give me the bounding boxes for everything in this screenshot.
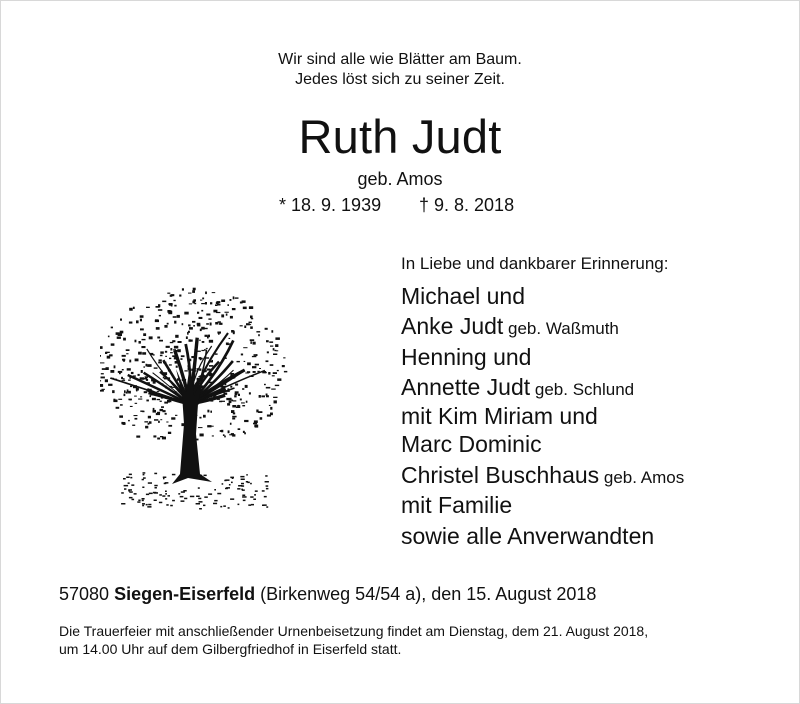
place-date [59, 584, 596, 605]
poem-line-1: Wir sind alle wie Blätter am Baum. [278, 51, 522, 68]
mourner-maiden-name: geb. Amos [599, 468, 685, 487]
city-name: Siegen-Eiserfeld [114, 584, 256, 604]
mourner-line [401, 343, 531, 371]
birth-date: * 18. 9. 1939 [279, 195, 382, 215]
mourner-name: mit Kim Miriam und [401, 403, 598, 429]
mourner-maiden-name: geb. Waßmuth [503, 319, 619, 338]
mourners-intro: In Liebe und dankbarer Erinnerung: [401, 254, 669, 273]
tree-icon [100, 274, 300, 524]
mourner-line [401, 522, 654, 550]
mourner-name: mit Familie [401, 492, 513, 518]
mourner-line [401, 312, 619, 343]
mourner-name: Christel Buschhaus [401, 462, 600, 488]
mourner-name: Michael und [401, 283, 526, 309]
death-date: † 9. 8. 2018 [419, 195, 515, 215]
mourner-name: Anke Judt [401, 313, 504, 339]
deceased-name: Ruth Judt [298, 110, 502, 163]
mourner-name: Henning und [401, 344, 532, 370]
mourner-line [401, 491, 512, 519]
mourner-line [401, 373, 634, 404]
maiden-name: geb. Amos [357, 169, 443, 189]
funeral-note-line-2: um 14.00 Uhr auf dem Gilbergfriedhof in Eiserfeld statt. [59, 641, 402, 657]
poem-line-2: Jedes löst sich zu seiner Zeit. [295, 71, 505, 88]
mourner-line [401, 461, 684, 492]
mourner-name: Marc Dominic [401, 431, 542, 457]
address-date: (Birkenweg 54/54 a), den 15. August 2018 [260, 584, 597, 604]
funeral-note-line-1: Die Trauerfeier mit anschließender Urnenbeisetzung findet am Dienstag, dem 21. August 2018, [59, 623, 649, 639]
zip-code: 57080 [59, 584, 110, 604]
mourner-name: sowie alle Anverwandten [401, 523, 655, 549]
mourner-line [401, 282, 525, 310]
mourner-line [401, 430, 542, 458]
mourner-maiden-name: geb. Schlund [530, 380, 635, 399]
mourner-line [401, 402, 598, 430]
mourner-name: Annette Judt [401, 374, 531, 400]
